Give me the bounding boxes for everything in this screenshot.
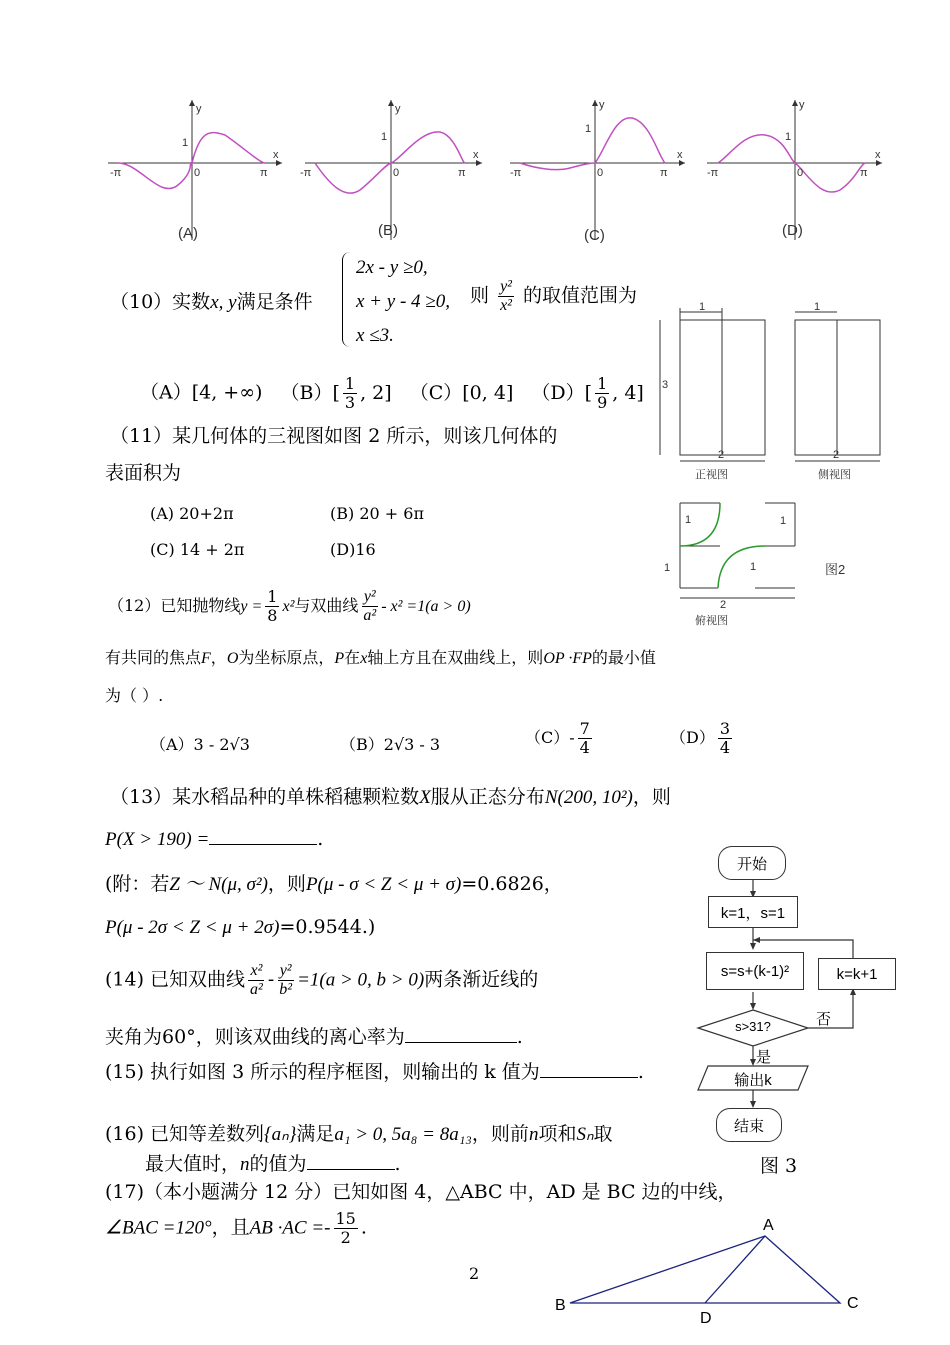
q10-prefix: （10）实数 [110,291,211,313]
fig3-start: 开始 [718,846,786,880]
graph-b-neg-pi: -π [300,167,312,179]
q11-line2: 表面积为 [105,462,182,484]
q10-stem [110,290,313,315]
q10-fraction: $\frac{\text{y²}}{\text{x²}}$ [500,278,512,314]
function-graphs [100,90,900,250]
graph-c-origin: 0 [597,167,604,179]
fig2-side-dim2: 2 [833,449,840,461]
fig3-end: 结束 [716,1108,782,1142]
fig3-update: s=s+(k-1)² [706,952,804,990]
graph-d-y-label: y [799,99,805,111]
fig2-top-label: 俯视图 [695,615,728,627]
figure-3-arrows [690,840,920,1140]
q12-line2: 有共同的焦点F，O为坐标原点，P在x轴上方且在双曲线上，则OP ·FP的最小值 [105,648,656,667]
figure-2 [650,298,890,633]
q13-line1: （13）某水稻品种的单株稻穗颗粒数X服从正态分布N(200, 10²)，则 [110,786,671,808]
graph-b-x-label: x [473,149,479,161]
vertex-a: A [763,1217,774,1234]
q10-option-c: （C）[0, 4] [409,381,514,404]
q15-line: (15) 执行如图 3 所示的程序框图，则输出的 k 值为 . [105,1061,644,1083]
graph-a-y-label: y [196,103,202,115]
q13-line2: P(X > 190) = . [105,828,324,850]
q11-option-c: (C) 14 + 2π [150,540,245,559]
fig3-increment: k=k+1 [818,958,896,990]
q10-option-b: （B）[ $\frac{1}{3}$ , 2] [280,374,392,412]
graph-a-origin: 0 [194,167,201,179]
graph-d-label: (D) [782,222,803,239]
q11-option-d: (D)16 [330,540,376,559]
fig2-front-label: 正视图 [695,469,728,481]
graph-a-neg-pi: -π [110,167,122,179]
graph-d-pi: π [860,167,868,179]
q14-line1: (14) 已知双曲线 $\frac{\text{x²}}{\text{a²}}$ - $\frac{\text{y²}}{\text{b²}}$ =1(a > 0, b > 0)两条渐近线的 [105,962,539,998]
fig2-front-dim2: 2 [718,449,725,461]
graph-a-one: 1 [182,137,189,149]
fig2-top-dim1a: 1 [685,514,692,526]
fig2-top-dim2: 2 [720,599,727,611]
q11-option-b: (B) 20 + 6π [330,504,424,523]
fig3-output: 输出k [734,1072,772,1089]
fig2-side-dim1: 1 [814,301,821,313]
q16-line2: 最大值时，n的值为 . [145,1153,401,1175]
q10-options [140,374,644,412]
fig3-init: k=1，s=1 [708,896,798,928]
q17-line1: (17)（本小题满分 12 分）已知如图 4，△ABC 中，AD 是 BC 边的中线， [105,1181,737,1203]
graph-a-x-label: x [273,149,279,161]
q13-note1: (附：若Z ～ N(μ, σ²)，则P(μ - σ < Z < μ + σ)=0.6826， [105,873,563,895]
graph-c-pi: π [660,167,668,179]
q10-then: 则 [470,284,490,307]
graph-a-pi: π [260,167,268,179]
graph-d-one: 1 [785,131,792,143]
triangle-figure [550,1210,870,1335]
graph-d [707,100,882,240]
fig3-no: 否 [816,1011,832,1028]
q12-option-c: （C）- $\frac{7}{4}$ [525,719,590,757]
q10-option-a: （A）[4, +∞) [140,381,263,404]
q14-line2: 夹角为60°，则该双曲线的离心率为 . [105,1026,523,1048]
q10-option-d: （D）[ $\frac{1}{9}$ , 4] [531,374,644,412]
q10-tail [470,278,637,315]
graph-c-label: (C) [584,227,605,244]
vertex-c: C [847,1295,859,1312]
q16-line1: (16) 已知等差数列{aₙ}满足a₁ > 0, 5a₈ = 8a₁₃，则前n项和Sₙ取 [105,1123,613,1145]
graph-b-y-label: y [395,103,401,115]
graph-c-y-label: y [599,99,605,111]
q12-option-a: （A）3 - 2√3 [150,735,250,754]
graph-b-label: (B) [378,222,398,239]
fig3-condition: s>31? [735,1019,771,1034]
q10-brace [342,252,351,347]
vertex-b: B [555,1297,566,1314]
fig2-top-dim1b: 1 [780,515,787,527]
graph-b-origin: 0 [393,167,400,179]
q13-note2: P(μ - 2σ < Z < μ + 2σ)=0.9544.) [105,916,376,938]
graph-d-x-label: x [875,149,881,161]
graph-b-pi: π [458,167,466,179]
q10-cond3: x ≤3. [356,325,394,346]
q17-line2: ∠BAC =120°，且AB ·AC =- $\frac{15}{2}$ . [105,1209,367,1247]
q12-line3: 为（ ）. [105,686,164,705]
fig3-caption: 图 3 [760,1155,798,1177]
graph-c-one: 1 [585,123,592,135]
graph-a-label: (A) [178,225,198,242]
q10-cond2: x + y - 4 ≥0, [356,291,450,312]
q11-option-a: (A) 20+2π [150,504,234,523]
q10-vars: x, y [210,292,237,313]
graph-d-origin: 0 [797,167,804,179]
fig2-side-label: 侧视图 [818,469,851,481]
vertex-d: D [700,1310,712,1327]
graph-c-neg-pi: -π [510,167,522,179]
q10-cond1: 2x - y ≥0, [356,257,428,278]
fig3-yes: 是 [756,1049,772,1066]
q10-mid: 满足条件 [236,291,313,313]
graph-d-neg-pi: -π [707,167,719,179]
q11-line1: （11）某几何体的三视图如图 2 所示，则该几何体的 [110,425,558,447]
graph-c-x-label: x [677,149,683,161]
fig2-top-dim1c: 1 [664,562,671,574]
fig2-front-dim3: 3 [662,379,669,391]
triangle-abc [570,1236,840,1303]
fig2-caption: 图2 [825,562,846,577]
page-number: 2 [469,1264,480,1283]
q12-option-b: （B）2√3 - 3 [340,735,441,754]
q12-stem: （12）已知抛物线y = $\frac{1}{8}$ x²与双曲线 $\frac{\text{y²}}{\text{a²}}$ - x² =1(a > 0) [108,587,471,625]
graph-b-one: 1 [381,131,388,143]
fig2-front-dim1: 1 [699,301,706,313]
fig2-top-dim1d: 1 [750,561,757,573]
q12-option-d: （D） $\frac{3}{4}$ [670,719,731,757]
q10-suffix: 的取值范围为 [523,284,638,307]
